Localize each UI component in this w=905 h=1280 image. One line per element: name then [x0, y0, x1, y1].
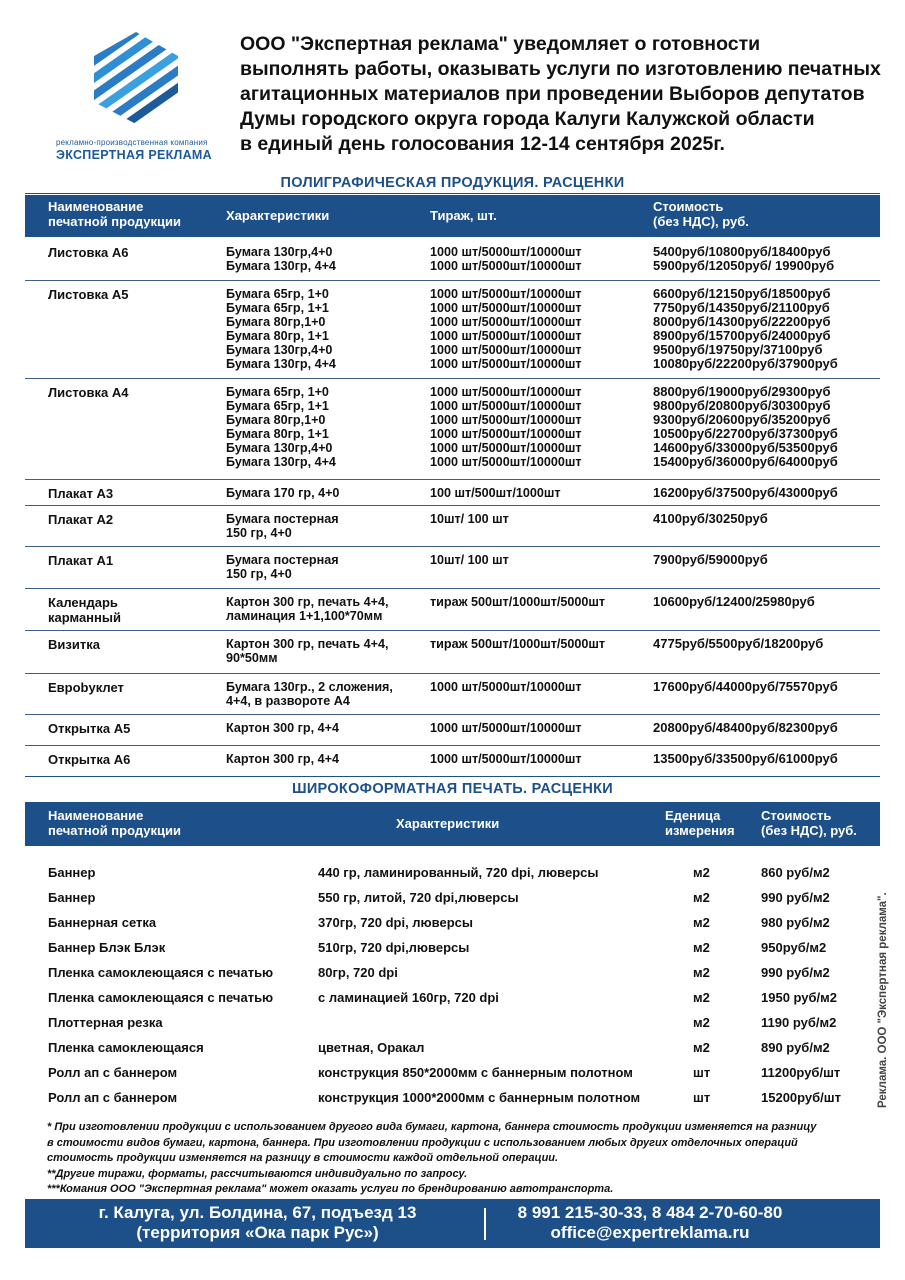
table-row — [25, 546, 880, 589]
cell-price: 17600руб/44000руб/75570руб — [653, 679, 838, 694]
cell-price: 13500руб/33500руб/61000руб — [653, 751, 838, 766]
cell-name: Открытка А5 — [48, 721, 131, 736]
headline-line: Думы городского округа города Калуги Калужской области — [240, 108, 815, 130]
cell-unit: м2 — [693, 1015, 710, 1030]
cell-unit: м2 — [693, 890, 710, 905]
cell-name: Баннер — [48, 865, 96, 880]
cell-characteristics: с ламинацией 160гр, 720 dpi — [318, 990, 499, 1005]
cell-characteristics: Картон 300 гр, 4+4 — [226, 721, 339, 735]
cell-name: Пленка самоклеющаяся с печатью — [48, 965, 274, 980]
cell-quantity: 1000 шт/5000шт/10000шт 1000 шт/5000шт/10000шт 1000 шт/5000шт/10000шт 1000 шт/5000шт/10000шт 1000 шт/5000шт/10000шт 1000 шт/5000шт/10000шт — [430, 385, 582, 469]
header-unit: Еденица измерения — [665, 808, 735, 838]
footer-contacts: 8 991 215-30-33, 8 484 2-70-60-80 office@expertreklama.ru — [505, 1203, 795, 1243]
cell-quantity: 1000 шт/5000шт/10000шт 1000 шт/5000шт/10000шт — [430, 245, 582, 273]
cell-name: Баннер — [48, 890, 96, 905]
cell-name: Открытка А6 — [48, 752, 131, 767]
print-section-title: ПОЛИГРАФИЧЕСКАЯ ПРОДУКЦИЯ. РАСЦЕНКИ — [280, 175, 625, 191]
footer-address: г. Калуга, ул. Болдина, 67, подъезд 13 (территория «Ока парк Рус») — [98, 1203, 417, 1242]
cell-unit: м2 — [693, 1040, 710, 1055]
table-row — [25, 1061, 855, 1085]
table-row — [25, 986, 855, 1010]
cell-characteristics: Бумага 65гр, 1+0 Бумага 65гр, 1+1 Бумага 80гр,1+0 Бумага 80гр, 1+1 Бумага 130гр,4+0 Бумага 130гр, 4+4 — [226, 385, 336, 469]
cell-quantity: 10шт/ 100 шт — [430, 553, 509, 567]
cell-unit: шт — [693, 1090, 711, 1105]
cell-characteristics: 370гр, 720 dpi, люверсы — [318, 915, 473, 930]
wide-table-header — [25, 802, 880, 846]
cell-characteristics: 550 гр, литой, 720 dpi,люверсы — [318, 890, 519, 905]
cell-quantity: 10шт/ 100 шт — [430, 512, 509, 526]
cell-price: 950руб/м2 — [761, 940, 827, 955]
table-row — [25, 505, 880, 547]
side-ad-note: Реклама. ООО "Экспертная реклама". — [877, 892, 889, 1108]
cell-name: Еврobуклет — [48, 680, 124, 695]
cell-price: 7900руб/59000руб — [653, 552, 768, 567]
table-row — [25, 886, 855, 910]
logo-subtitle: рекламно-производственная компания — [56, 138, 208, 147]
table-row — [25, 745, 880, 777]
header-price: Стоимость (без НДС), руб. — [761, 808, 857, 838]
cell-characteristics: конструкция 850*2000мм с баннерным полотном — [318, 1065, 633, 1080]
header-price: Стоимость (без НДС), руб. — [653, 199, 749, 229]
table-row — [25, 630, 880, 674]
footnote-line: ***Комания ООО "Экспертная реклама" может оказать услуги по брендированию автотранспорта. — [47, 1183, 614, 1195]
cell-quantity: тираж 500шт/1000шт/5000шт — [430, 637, 606, 651]
cell-characteristics: 440 гр, ламинированный, 720 dpi, люверсы — [318, 865, 599, 880]
cell-unit: м2 — [693, 940, 710, 955]
section-divider — [25, 776, 880, 777]
cell-name: Плоттерная резка — [48, 1015, 163, 1030]
cell-characteristics: 510гр, 720 dpi,люверсы — [318, 940, 470, 955]
cell-price: 15200руб/шт — [761, 1090, 841, 1105]
footnote-line: **Другие тиражи, форматы, рассчитываются индивидуально по запросу. — [47, 1167, 468, 1180]
cell-quantity: 1000 шт/5000шт/10000шт — [430, 721, 582, 735]
cell-characteristics: Картон 300 гр, печать 4+4, 90*50мм — [226, 637, 389, 665]
cell-price: 1950 руб/м2 — [761, 990, 838, 1005]
table-row — [25, 961, 855, 985]
cell-price: 990 руб/м2 — [761, 890, 830, 905]
cell-name: Плакат А1 — [48, 553, 114, 568]
headline — [240, 32, 880, 157]
cell-price: 1190 руб/м2 — [761, 1015, 837, 1030]
cell-name: Плакат А3 — [48, 486, 114, 501]
headline-line: ООО "Экспертная реклама" уведомляет о готовности — [240, 33, 761, 55]
logo-name: ЭКСПЕРТНАЯ РЕКЛАМА — [56, 148, 212, 162]
section-divider — [25, 193, 880, 194]
cell-characteristics: Бумага 170 гр, 4+0 — [226, 486, 340, 500]
cell-name: Баннерная сетка — [48, 915, 157, 930]
table-row — [25, 479, 880, 506]
cell-characteristics: Бумага 130гр., 2 сложения, 4+4, в развороте А4 — [226, 680, 393, 708]
cell-quantity: 1000 шт/5000шт/10000шт 1000 шт/5000шт/10000шт 1000 шт/5000шт/10000шт 1000 шт/5000шт/10000шт 1000 шт/5000шт/10000шт 1000 шт/5000шт/10000шт — [430, 287, 582, 371]
header-quantity: Тираж, шт. — [430, 208, 497, 223]
cell-name: Пленка самоклеющаяся с печатью — [48, 990, 274, 1005]
cell-unit: шт — [693, 1065, 711, 1080]
cell-name: Баннер Блэк Блэк — [48, 940, 166, 955]
cell-name: Листовка А4 — [48, 385, 129, 400]
table-row — [25, 936, 855, 960]
cell-characteristics: Картон 300 гр, печать 4+4, ламинация 1+1,100*70мм — [226, 595, 389, 623]
cell-characteristics: Картон 300 гр, 4+4 — [226, 752, 339, 766]
cell-price: 5400руб/10800руб/18400руб 5900руб/12050руб/ 19900руб — [653, 244, 835, 273]
footer-bar — [25, 1199, 880, 1248]
table-row — [25, 714, 880, 746]
cell-characteristics: цветная, Оракал — [318, 1040, 425, 1055]
table-row — [25, 911, 855, 935]
cell-price: 980 руб/м2 — [761, 915, 830, 930]
cell-price: 4100руб/30250руб — [653, 511, 768, 526]
print-table-header — [25, 195, 880, 237]
cell-name: Листовка А6 — [48, 245, 129, 260]
cell-quantity: 1000 шт/5000шт/10000шт — [430, 752, 582, 766]
footnote-line: в стоимости видов бумаги, картона, баннера. При изготовлении продукции с использованием любых других отделочных операций — [47, 1136, 798, 1149]
cell-characteristics: 80гр, 720 dpi — [318, 965, 398, 980]
logo-mark-icon — [88, 30, 184, 126]
table-row — [25, 238, 880, 281]
table-row — [25, 280, 880, 379]
cell-quantity: тираж 500шт/1000шт/5000шт — [430, 595, 606, 609]
cell-price: 11200руб/шт — [761, 1065, 841, 1080]
company-logo — [52, 30, 232, 160]
cell-price: 16200руб/37500руб/43000руб — [653, 485, 838, 500]
headline-line: выполнять работы, оказывать услуги по изготовлению печатных — [240, 58, 881, 80]
cell-name: Ролл ап с баннером — [48, 1090, 178, 1105]
cell-quantity: 100 шт/500шт/1000шт — [430, 486, 561, 500]
header-characteristics: Характеристики — [226, 208, 330, 223]
cell-price: 990 руб/м2 — [761, 965, 830, 980]
table-row — [25, 673, 880, 715]
table-row — [25, 378, 880, 480]
footnote-line: стоимость продукции изменяется на разницу в стоимости каждой отдельной операции. — [47, 1152, 559, 1164]
cell-price: 4775руб/5500руб/18200руб — [653, 636, 824, 651]
table-row — [25, 861, 855, 885]
cell-unit: м2 — [693, 990, 710, 1005]
table-row — [25, 1086, 855, 1110]
cell-name: Плакат А2 — [48, 512, 114, 527]
cell-price: 10600руб/12400/25980руб — [653, 594, 815, 609]
cell-characteristics: Бумага постерная 150 гр, 4+0 — [226, 512, 339, 540]
headline-line: в единый день голосования 12-14 сентября 2025г. — [240, 133, 725, 155]
header-characteristics: Характеристики — [396, 816, 500, 831]
cell-characteristics: Бумага 130гр,4+0 Бумага 130гр, 4+4 — [226, 245, 336, 273]
table-row — [25, 1011, 855, 1035]
cell-characteristics: Бумага 65гр, 1+0 Бумага 65гр, 1+1 Бумага 80гр,1+0 Бумага 80гр, 1+1 Бумага 130гр,4+0 Бумага 130гр, 4+4 — [226, 287, 336, 371]
table-row — [25, 1036, 855, 1060]
header-name: Наименование печатной продукции — [48, 199, 181, 229]
cell-name: Визитка — [48, 637, 100, 652]
cell-price: 860 руб/м2 — [761, 865, 830, 880]
cell-quantity: 1000 шт/5000шт/10000шт — [430, 680, 582, 694]
cell-characteristics: Бумага постерная 150 гр, 4+0 — [226, 553, 339, 581]
cell-name: Пленка самоклеющаяся — [48, 1040, 204, 1055]
footnotes — [47, 1120, 877, 1198]
header-name: Наименование печатной продукции — [48, 808, 181, 838]
cell-price: 6600руб/12150руб/18500руб 7750руб/14350руб/21100руб 8000руб/14300руб/22200руб 8900руб/15700руб/24000руб 9500руб/19750ру/37100руб 10080руб/22200руб/37900руб — [653, 286, 838, 371]
cell-unit: м2 — [693, 865, 710, 880]
cell-price: 890 руб/м2 — [761, 1040, 830, 1055]
cell-name: Листовка А5 — [48, 287, 129, 302]
footnote-line: * При изготовлении продукции с использованием другого вида бумаги, картона, баннера стоимость продукции изменяется на разницу — [47, 1121, 817, 1133]
cell-name: Календарь карманный — [48, 595, 121, 625]
footer-separator — [484, 1208, 486, 1240]
cell-name: Ролл ап с баннером — [48, 1065, 178, 1080]
email-link[interactable]: office@expertreklama.ru — [550, 1223, 750, 1242]
wide-section-title: ШИРОКОФОРМАТНАЯ ПЕЧАТЬ. РАСЦЕНКИ — [291, 781, 614, 797]
cell-unit: м2 — [693, 915, 710, 930]
cell-price: 8800руб/19000руб/29300руб 9800руб/20800руб/30300руб 9300руб/20600руб/35200руб 10500руб/22700руб/37300руб 14600руб/33000руб/53500руб 15400руб/36000руб/64000руб — [653, 384, 838, 469]
cell-unit: м2 — [693, 965, 710, 980]
headline-line: агитационных материалов при проведении Выборов депутатов — [240, 83, 865, 105]
cell-characteristics: конструкция 1000*2000мм с баннерным полотном — [318, 1090, 641, 1105]
cell-price: 20800руб/48400руб/82300руб — [653, 720, 838, 735]
table-row — [25, 588, 880, 631]
